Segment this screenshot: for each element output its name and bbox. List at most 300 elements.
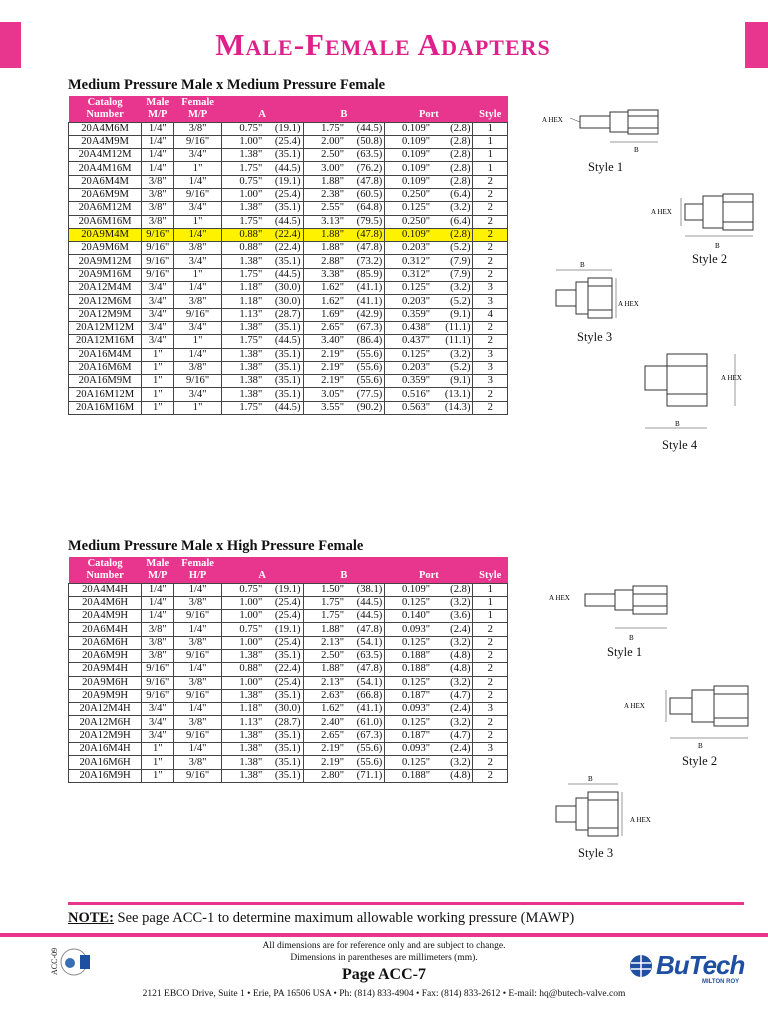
cell-catalog-number: 20A4M16M xyxy=(69,162,142,175)
cell-b-in: 2.19" xyxy=(303,375,346,388)
cell-b-mm: (47.8) xyxy=(346,623,385,636)
cell-port-mm: (14.3) xyxy=(432,401,473,414)
cell-port-in: 0.312" xyxy=(385,268,432,281)
cell-style: 3 xyxy=(473,375,508,388)
cell-a-mm: (22.4) xyxy=(264,663,303,676)
cell-port-in: 0.109" xyxy=(385,162,432,175)
cell-male-size: 1/4" xyxy=(142,583,174,596)
cell-a-mm: (19.1) xyxy=(264,583,303,596)
cell-catalog-number: 20A9M16M xyxy=(69,268,142,281)
cell-port-mm: (3.2) xyxy=(432,756,473,769)
cell-a-in: 1.00" xyxy=(221,596,264,609)
cell-a-mm: (35.1) xyxy=(264,729,303,742)
cell-catalog-number: 20A6M9M xyxy=(69,188,142,201)
cell-b-mm: (71.1) xyxy=(346,769,385,782)
cell-port-mm: (2.4) xyxy=(432,703,473,716)
cell-a-mm: (19.1) xyxy=(264,122,303,135)
cell-b-mm: (55.6) xyxy=(346,348,385,361)
cell-style: 2 xyxy=(473,689,508,702)
cell-catalog-number: 20A16M4H xyxy=(69,743,142,756)
cell-port-in: 0.203" xyxy=(385,242,432,255)
cell-a-mm: (19.1) xyxy=(264,175,303,188)
col-a: A xyxy=(221,570,303,583)
cell-b-in: 3.38" xyxy=(303,268,346,281)
cell-female-size: 9/16" xyxy=(174,769,221,782)
cell-female-size: 9/16" xyxy=(174,375,221,388)
cell-a-mm: (35.1) xyxy=(264,756,303,769)
cell-female-size: 3/4" xyxy=(174,255,221,268)
cell-a-in: 1.00" xyxy=(221,636,264,649)
table-row xyxy=(69,703,508,716)
cell-female-size: 9/16" xyxy=(174,188,221,201)
cell-b-mm: (44.5) xyxy=(346,122,385,135)
table-row xyxy=(69,623,508,636)
cell-port-mm: (5.2) xyxy=(432,242,473,255)
col-male-type: M/P xyxy=(142,109,174,122)
cell-catalog-number: 20A12M4H xyxy=(69,703,142,716)
note-label: NOTE: xyxy=(68,910,114,926)
col-a: A xyxy=(221,109,303,122)
cell-a-in: 1.38" xyxy=(221,729,264,742)
table-row xyxy=(69,122,508,135)
cell-male-size: 3/8" xyxy=(142,188,174,201)
cell-port-in: 0.203" xyxy=(385,361,432,374)
cell-a-in: 0.75" xyxy=(221,623,264,636)
cell-a-in: 1.13" xyxy=(221,716,264,729)
mp-mp-table xyxy=(68,96,508,415)
cell-a-mm: (30.0) xyxy=(264,703,303,716)
cell-b-mm: (63.5) xyxy=(346,149,385,162)
cell-b-in: 3.00" xyxy=(303,162,346,175)
b-label: B xyxy=(675,420,680,428)
cell-male-size: 1/4" xyxy=(142,135,174,148)
cell-a-in: 0.88" xyxy=(221,242,264,255)
style2-label: Style 2 xyxy=(692,252,728,266)
cell-port-in: 0.563" xyxy=(385,401,432,414)
cell-style: 2 xyxy=(473,729,508,742)
table-row xyxy=(69,756,508,769)
table-row xyxy=(69,636,508,649)
page-number: Page ACC-7 xyxy=(342,966,426,983)
cell-style: 2 xyxy=(473,321,508,334)
style1-diagram xyxy=(540,100,670,160)
cell-style: 2 xyxy=(473,649,508,662)
cell-b-in: 2.65" xyxy=(303,729,346,742)
cell-port-mm: (3.2) xyxy=(432,676,473,689)
cell-b-mm: (55.6) xyxy=(346,756,385,769)
cell-port-mm: (6.4) xyxy=(432,215,473,228)
cell-a-mm: (25.4) xyxy=(264,610,303,623)
cell-a-in: 1.75" xyxy=(221,335,264,348)
cell-a-mm: (35.1) xyxy=(264,388,303,401)
cell-b-mm: (44.5) xyxy=(346,596,385,609)
cell-b-mm: (55.6) xyxy=(346,743,385,756)
cell-female-size: 3/8" xyxy=(174,756,221,769)
cell-male-size: 3/8" xyxy=(142,636,174,649)
table-row xyxy=(69,228,508,241)
table-row xyxy=(69,388,508,401)
cell-b-in: 2.50" xyxy=(303,649,346,662)
section1-title: Medium Pressure Male x Medium Pressure Female xyxy=(68,77,386,93)
cell-b-mm: (77.5) xyxy=(346,388,385,401)
cell-a-in: 1.38" xyxy=(221,649,264,662)
cell-male-size: 9/16" xyxy=(142,268,174,281)
style3-label: Style 3 xyxy=(577,330,613,344)
cell-catalog-number: 20A16M16M xyxy=(69,401,142,414)
col-number: Number xyxy=(69,109,142,122)
a-hex-label: A HEX xyxy=(542,116,563,124)
cell-style: 1 xyxy=(473,596,508,609)
cell-b-mm: (63.5) xyxy=(346,649,385,662)
cell-male-size: 1/4" xyxy=(142,122,174,135)
table-row xyxy=(69,202,508,215)
cell-port-mm: (11.1) xyxy=(432,335,473,348)
cell-port-in: 0.109" xyxy=(385,122,432,135)
cell-b-in: 1.50" xyxy=(303,583,346,596)
cell-catalog-number: 20A16M9M xyxy=(69,375,142,388)
cell-male-size: 3/4" xyxy=(142,308,174,321)
cell-male-size: 3/8" xyxy=(142,202,174,215)
cell-style: 1 xyxy=(473,135,508,148)
cell-catalog-number: 20A4M4H xyxy=(69,583,142,596)
cell-style: 3 xyxy=(473,703,508,716)
cell-b-in: 2.13" xyxy=(303,636,346,649)
cell-port-mm: (3.2) xyxy=(432,716,473,729)
cell-port-in: 0.438" xyxy=(385,321,432,334)
cell-b-in: 3.55" xyxy=(303,401,346,414)
cell-b-mm: (66.8) xyxy=(346,689,385,702)
cell-b-in: 3.13" xyxy=(303,215,346,228)
cell-catalog-number: 20A9M6H xyxy=(69,676,142,689)
table-row xyxy=(69,676,508,689)
cell-port-mm: (4.7) xyxy=(432,729,473,742)
cell-a-mm: (44.5) xyxy=(264,215,303,228)
col-style: Style xyxy=(473,109,508,122)
cell-style: 2 xyxy=(473,255,508,268)
cell-male-size: 3/8" xyxy=(142,215,174,228)
cell-a-in: 1.38" xyxy=(221,202,264,215)
cell-male-size: 9/16" xyxy=(142,255,174,268)
cell-female-size: 3/8" xyxy=(174,636,221,649)
style1-label: Style 1 xyxy=(607,645,643,659)
cell-style: 2 xyxy=(473,242,508,255)
cell-port-in: 0.250" xyxy=(385,188,432,201)
col-port: Port xyxy=(385,109,473,122)
cell-a-in: 1.18" xyxy=(221,282,264,295)
cell-b-mm: (61.0) xyxy=(346,716,385,729)
cell-b-in: 1.88" xyxy=(303,228,346,241)
table-row xyxy=(69,361,508,374)
cell-port-mm: (3.2) xyxy=(432,636,473,649)
cell-a-in: 1.38" xyxy=(221,149,264,162)
cell-port-in: 0.109" xyxy=(385,175,432,188)
cell-port-mm: (2.8) xyxy=(432,162,473,175)
cell-catalog-number: 20A12M6H xyxy=(69,716,142,729)
cell-style: 3 xyxy=(473,295,508,308)
cell-a-mm: (44.5) xyxy=(264,268,303,281)
cell-a-in: 0.88" xyxy=(221,663,264,676)
cell-male-size: 1" xyxy=(142,361,174,374)
col-b: B xyxy=(303,109,385,122)
cell-male-size: 1" xyxy=(142,348,174,361)
cell-female-size: 9/16" xyxy=(174,135,221,148)
style3-diagram xyxy=(548,258,663,330)
cell-b-in: 1.88" xyxy=(303,623,346,636)
cell-a-mm: (35.1) xyxy=(264,361,303,374)
cell-b-in: 1.75" xyxy=(303,596,346,609)
cell-style: 2 xyxy=(473,188,508,201)
cell-b-mm: (73.2) xyxy=(346,255,385,268)
table-row xyxy=(69,335,508,348)
cell-a-in: 0.75" xyxy=(221,122,264,135)
cell-catalog-number: 20A4M6H xyxy=(69,596,142,609)
cell-port-in: 0.125" xyxy=(385,348,432,361)
cell-style: 4 xyxy=(473,308,508,321)
style3-diagram xyxy=(548,772,668,848)
cell-female-size: 1" xyxy=(174,268,221,281)
style3-label: Style 3 xyxy=(578,846,614,860)
disclaimer-2: Dimensions in parentheses are millimeters (mm). xyxy=(290,953,478,963)
table-row xyxy=(69,596,508,609)
cell-a-mm: (35.1) xyxy=(264,321,303,334)
cell-style: 2 xyxy=(473,335,508,348)
cell-catalog-number: 20A12M9M xyxy=(69,308,142,321)
cell-b-mm: (44.5) xyxy=(346,610,385,623)
cell-b-mm: (55.6) xyxy=(346,361,385,374)
cell-catalog-number: 20A9M4H xyxy=(69,663,142,676)
cell-a-in: 0.75" xyxy=(221,175,264,188)
cell-b-in: 1.62" xyxy=(303,295,346,308)
cell-a-in: 1.38" xyxy=(221,255,264,268)
cell-b-mm: (47.8) xyxy=(346,175,385,188)
cell-male-size: 1/4" xyxy=(142,162,174,175)
cell-port-in: 0.093" xyxy=(385,743,432,756)
cell-a-mm: (25.4) xyxy=(264,636,303,649)
cell-port-in: 0.125" xyxy=(385,282,432,295)
cell-b-in: 1.62" xyxy=(303,282,346,295)
cell-a-mm: (25.4) xyxy=(264,676,303,689)
cell-port-in: 0.188" xyxy=(385,663,432,676)
cell-male-size: 1" xyxy=(142,388,174,401)
cell-male-size: 3/4" xyxy=(142,729,174,742)
cell-a-mm: (35.1) xyxy=(264,255,303,268)
cell-port-mm: (2.4) xyxy=(432,743,473,756)
cell-port-in: 0.187" xyxy=(385,729,432,742)
cell-male-size: 3/4" xyxy=(142,282,174,295)
col-female-type: M/P xyxy=(174,109,221,122)
cell-female-size: 1/4" xyxy=(174,623,221,636)
table-header-row xyxy=(69,109,508,122)
cell-female-size: 1" xyxy=(174,162,221,175)
cell-catalog-number: 20A12M16M xyxy=(69,335,142,348)
cell-male-size: 3/4" xyxy=(142,321,174,334)
table-row xyxy=(69,268,508,281)
b-label: B xyxy=(580,261,585,269)
col-b: B xyxy=(303,570,385,583)
cell-port-mm: (3.2) xyxy=(432,202,473,215)
col-female: Female xyxy=(174,96,221,109)
table-header-row xyxy=(69,557,508,570)
cell-catalog-number: 20A16M9H xyxy=(69,769,142,782)
cell-catalog-number: 20A9M12M xyxy=(69,255,142,268)
cell-port-mm: (4.7) xyxy=(432,689,473,702)
cell-catalog-number: 20A4M9H xyxy=(69,610,142,623)
cell-style: 3 xyxy=(473,348,508,361)
style1-diagram xyxy=(545,580,675,648)
cell-port-in: 0.125" xyxy=(385,596,432,609)
cell-port-in: 0.516" xyxy=(385,388,432,401)
cell-catalog-number: 20A4M9M xyxy=(69,135,142,148)
cell-a-mm: (30.0) xyxy=(264,282,303,295)
cell-a-in: 1.38" xyxy=(221,361,264,374)
footer-divider xyxy=(0,933,768,937)
cell-male-size: 1" xyxy=(142,375,174,388)
cell-a-mm: (22.4) xyxy=(264,242,303,255)
cell-male-size: 9/16" xyxy=(142,663,174,676)
table-body xyxy=(69,122,508,415)
cell-b-in: 2.65" xyxy=(303,321,346,334)
cell-a-mm: (35.1) xyxy=(264,348,303,361)
cell-b-in: 1.75" xyxy=(303,610,346,623)
table-row xyxy=(69,769,508,782)
cell-style: 2 xyxy=(473,401,508,414)
cell-port-mm: (3.2) xyxy=(432,596,473,609)
cell-male-size: 3/4" xyxy=(142,716,174,729)
cell-catalog-number: 20A6M12M xyxy=(69,202,142,215)
cell-b-mm: (79.5) xyxy=(346,215,385,228)
cell-port-in: 0.125" xyxy=(385,756,432,769)
cell-female-size: 1/4" xyxy=(174,348,221,361)
cell-male-size: 3/4" xyxy=(142,295,174,308)
table-row xyxy=(69,175,508,188)
table-row xyxy=(69,135,508,148)
cell-b-mm: (67.3) xyxy=(346,321,385,334)
cell-b-mm: (90.2) xyxy=(346,401,385,414)
cell-port-mm: (5.2) xyxy=(432,361,473,374)
cell-port-mm: (3.6) xyxy=(432,610,473,623)
a-hex-label: A HEX xyxy=(549,594,570,602)
cell-b-in: 3.40" xyxy=(303,335,346,348)
cell-b-mm: (55.6) xyxy=(346,375,385,388)
b-label: B xyxy=(634,146,639,154)
cell-port-in: 0.359" xyxy=(385,308,432,321)
cell-a-in: 1.00" xyxy=(221,610,264,623)
cell-a-mm: (44.5) xyxy=(264,401,303,414)
cell-female-size: 9/16" xyxy=(174,610,221,623)
cell-female-size: 3/4" xyxy=(174,388,221,401)
table-row xyxy=(69,188,508,201)
a-hex-label: A HEX xyxy=(618,300,639,308)
cell-port-mm: (4.8) xyxy=(432,769,473,782)
cell-a-in: 0.75" xyxy=(221,583,264,596)
cell-a-mm: (28.7) xyxy=(264,308,303,321)
cell-catalog-number: 20A16M12M xyxy=(69,388,142,401)
table-row xyxy=(69,308,508,321)
mp-hp-table xyxy=(68,557,508,783)
cell-b-in: 2.88" xyxy=(303,255,346,268)
table-row xyxy=(69,401,508,414)
table-row xyxy=(69,663,508,676)
cell-male-size: 1" xyxy=(142,401,174,414)
cell-b-mm: (76.2) xyxy=(346,162,385,175)
cell-style: 2 xyxy=(473,663,508,676)
a-hex-label: A HEX xyxy=(630,816,651,824)
cell-b-in: 2.63" xyxy=(303,689,346,702)
col-female: Female xyxy=(174,557,221,570)
cell-port-mm: (2.4) xyxy=(432,623,473,636)
col-male-type: M/P xyxy=(142,570,174,583)
cell-a-in: 1.38" xyxy=(221,769,264,782)
cell-b-mm: (42.9) xyxy=(346,308,385,321)
cell-male-size: 3/4" xyxy=(142,703,174,716)
company-address: 2121 EBCO Drive, Suite 1 • Erie, PA 16506 USA • Ph: (814) 833-4904 • Fax: (814) 833-2612 • E-mail: hq@butech-valve.com xyxy=(142,989,626,999)
cell-female-size: 9/16" xyxy=(174,689,221,702)
cell-port-mm: (7.9) xyxy=(432,268,473,281)
cell-a-mm: (35.1) xyxy=(264,769,303,782)
style4-label: Style 4 xyxy=(662,438,698,452)
cell-style: 1 xyxy=(473,149,508,162)
cell-style: 1 xyxy=(473,583,508,596)
cell-a-in: 1.38" xyxy=(221,375,264,388)
cell-a-in: 1.18" xyxy=(221,703,264,716)
col-catalog: Catalog xyxy=(69,96,142,109)
cell-b-mm: (64.8) xyxy=(346,202,385,215)
table-row xyxy=(69,375,508,388)
cell-b-mm: (47.8) xyxy=(346,663,385,676)
cell-style: 1 xyxy=(473,162,508,175)
cell-a-mm: (35.1) xyxy=(264,649,303,662)
cell-a-mm: (35.1) xyxy=(264,149,303,162)
cell-b-mm: (41.1) xyxy=(346,295,385,308)
side-code: ACC-09 xyxy=(50,947,59,975)
cell-female-size: 1/4" xyxy=(174,743,221,756)
style2-diagram xyxy=(620,680,760,752)
col-port: Port xyxy=(385,570,473,583)
cell-female-size: 9/16" xyxy=(174,649,221,662)
cell-male-size: 1" xyxy=(142,769,174,782)
cell-catalog-number: 20A6M4M xyxy=(69,175,142,188)
cell-catalog-number: 20A9M6M xyxy=(69,242,142,255)
col-male: Male xyxy=(142,96,174,109)
cell-catalog-number: 20A12M6M xyxy=(69,295,142,308)
cell-port-in: 0.109" xyxy=(385,149,432,162)
cell-port-mm: (2.8) xyxy=(432,583,473,596)
cell-b-in: 2.19" xyxy=(303,756,346,769)
cell-b-mm: (54.1) xyxy=(346,636,385,649)
cell-style: 1 xyxy=(473,122,508,135)
cell-catalog-number: 20A9M4M xyxy=(69,228,142,241)
page-title: Male-Female Adapters xyxy=(215,27,551,62)
cell-a-mm: (25.4) xyxy=(264,596,303,609)
cell-female-size: 3/8" xyxy=(174,242,221,255)
style1-label: Style 1 xyxy=(588,160,624,174)
disclaimer-1: All dimensions are for reference only and are subject to change. xyxy=(262,941,506,951)
cell-b-mm: (41.1) xyxy=(346,282,385,295)
cell-catalog-number: 20A12M4M xyxy=(69,282,142,295)
cell-port-in: 0.125" xyxy=(385,716,432,729)
cell-male-size: 3/4" xyxy=(142,335,174,348)
cell-a-mm: (35.1) xyxy=(264,743,303,756)
cell-port-in: 0.437" xyxy=(385,335,432,348)
section2-title: Medium Pressure Male x High Pressure Female xyxy=(68,538,364,554)
cell-b-in: 2.19" xyxy=(303,743,346,756)
cell-b-in: 1.62" xyxy=(303,703,346,716)
cell-port-mm: (6.4) xyxy=(432,188,473,201)
cell-port-in: 0.109" xyxy=(385,583,432,596)
col-catalog: Catalog xyxy=(69,557,142,570)
cell-b-in: 2.50" xyxy=(303,149,346,162)
table-header-row xyxy=(69,96,508,109)
